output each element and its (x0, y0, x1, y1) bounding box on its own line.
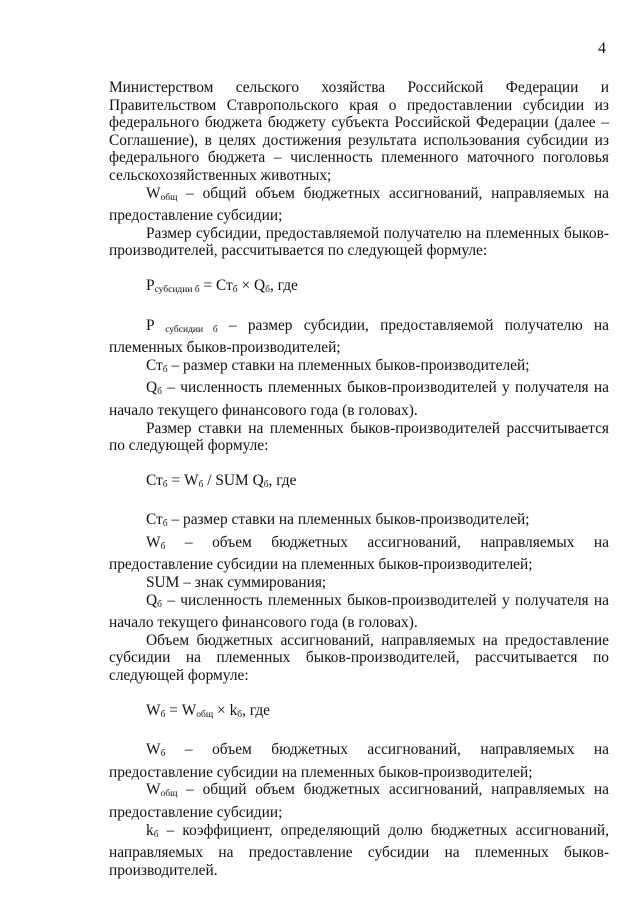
paragraph-size-intro: Размер субсидии, предоставляемой получателю на племенных быков-производителей, рассчитывается по следующей формуле: (109, 224, 609, 260)
definition-st-2: $Ст_б$ – размер ставки на племенных быков-производителей; (146, 511, 530, 530)
definition-q-2: $Q_б$ – численность племенных быков-производителей у получателя на начало текущего финансового года (в головах). (109, 591, 609, 632)
formula-rate: $Ст_б = W_б$ / SUM $Q_б$, где (146, 471, 297, 490)
page-number: 4 (598, 40, 606, 57)
definition-q-1: $Q_б$ – численность племенных быков-производителей у получателя на начало текущего финансового года (в головах). (109, 379, 609, 419)
paragraph-volume-intro: Объем бюджетных ассигнований, направляемых на предоставление субсидии на племенных быков-производителей, рассчитывается по следующей формуле: (109, 631, 609, 685)
definition-wb-2: $W_б$ – объем бюджетных ассигнований, направляемых на предоставление субсидии на племенных быков-производителей; (109, 741, 609, 781)
definition-sum: SUM – знак суммирования; (146, 574, 327, 592)
document-body (109, 79, 609, 879)
definition-st-1: $Ст_б$ – размер ставки на племенных быков-производителей; (146, 356, 530, 375)
definition-w-obsh: $W_{общ}$ – общий объем бюджетных ассигнований, направляемых на предоставление субсидии; (109, 184, 609, 225)
formula-subsidy: $P_{субсидии б} = Ст_б \times Q_б$, где (146, 276, 298, 295)
definition-kb: $k_б$ – коэффициент, определяющий долю бюджетных ассигнований, направляемых на предоставление субсидии на племенных быков-производителей. (109, 821, 609, 879)
definition-w-obsh-2: $W_{общ}$ – общий объем бюджетных ассигнований, направляемых на предоставление субсидии; (109, 781, 609, 821)
formula-volume: $W_б = W_{общ} \times k_б$, где (146, 701, 271, 720)
definition-p-subsidy: P $_{субсидии б}$ – размер субсидии, предоставляемой получателю на племенных быков-производителей; (109, 316, 610, 357)
paragraph-agreement: Министерством сельского хозяйства Российской Федерации и Правительством Ставропольского края о предоставлении субсидии из федерального бюджета бюджету субъекта Российской Федерации (далее – Соглашение), в целях достижения результата использования субсидии из федерального бюджета – численность племенного маточного поголовья сельскохозяйственных животных; (109, 79, 609, 184)
paragraph-rate-intro: Размер ставки на племенных быков-производителей рассчитывается по следующей формуле: (109, 419, 609, 455)
definition-wb-1: $W_б$ – объем бюджетных ассигнований, направляемых на предоставление субсидии на племенных быков-производителей; (109, 533, 609, 574)
